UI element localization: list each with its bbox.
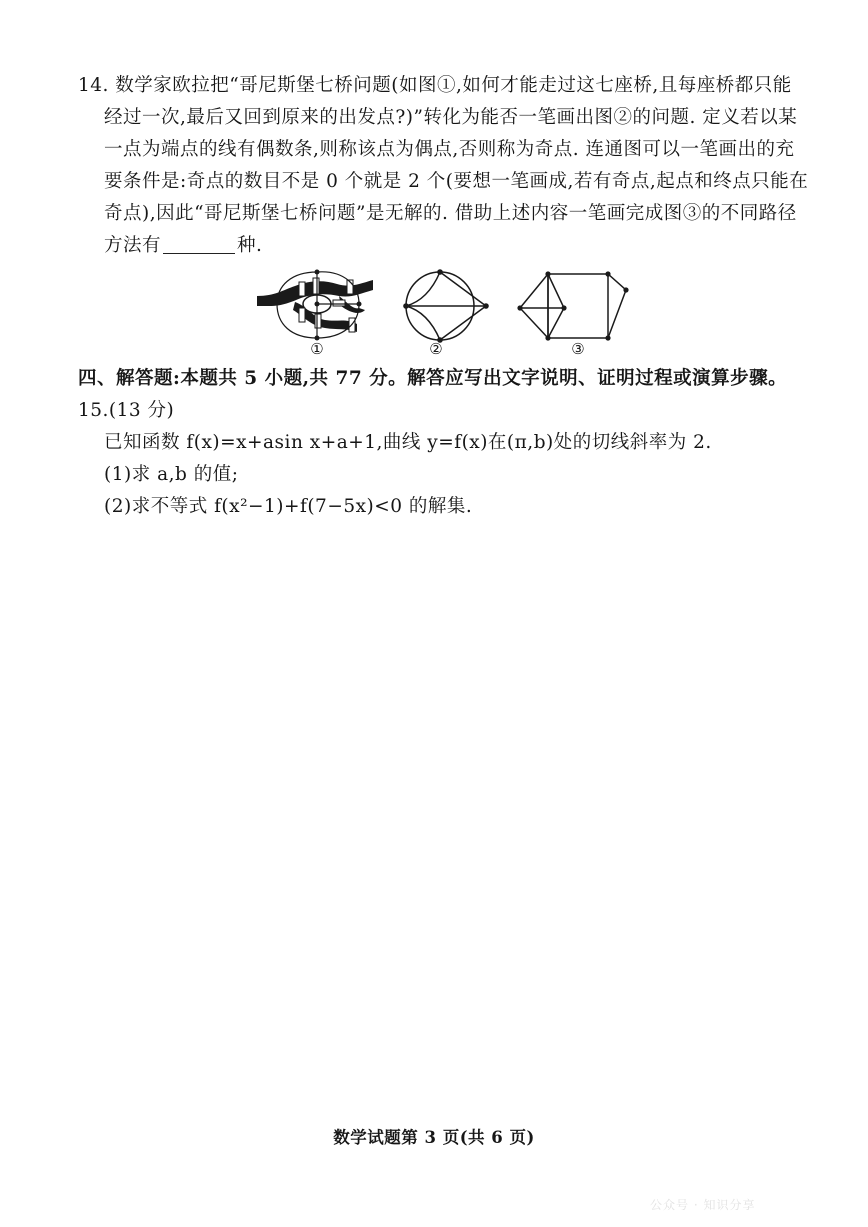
answer-blank [163,235,235,254]
q15-stem: 已知函数 f(x)=x+asin x+a+1,曲线 y=f(x)在(π,b)处的切线斜率为 2. [104,432,712,453]
q15-part-2: (2)求不等式 f(x²−1)+f(7−5x)<0 的解集. [104,496,473,517]
figure-2-graph [398,266,494,346]
figure-2-caption: ② [429,340,443,358]
q14-line-1: 14. 数学家欧拉把“哥尼斯堡七桥问题(如图①,如何才能走过这七座桥,且每座桥都只能 [78,75,792,96]
q14-line-6-prefix: 方法有 [104,235,162,256]
figure-3-graph [514,270,634,346]
q15-header: 15.(13 分) [78,400,175,421]
q14-line-3: 一点为端点的线有偶数条,则称该点为偶点,否则称为奇点. 连通图可以一笔画出的充 [104,139,795,160]
q14-line-6 [104,231,262,261]
q14-line-5: 奇点),因此“哥尼斯堡七桥问题”是无解的. 借助上述内容一笔画完成图③的不同路径 [104,203,797,224]
section-4-heading: 四、解答题:本题共 5 小题,共 77 分。解答应写出文字说明、证明过程或演算步骤。 [78,368,788,389]
figure-1-konigsberg-map [255,266,375,346]
page-footer: 数学试题第 3 页(共 6 页) [333,1128,535,1147]
q14-figures [0,262,868,362]
figure-3-caption: ③ [571,340,585,358]
q15-part-1: (1)求 a,b 的值; [104,464,239,485]
q14-line-4: 要条件是:奇点的数目不是 0 个就是 2 个(要想一笔画成,若有奇点,起点和终点只能在 [104,171,809,192]
q14-line-2: 经过一次,最后又回到原来的出发点?)”转化为能否一笔画出图②的问题. 定义若以某 [104,107,798,128]
figure-1-caption: ① [310,340,324,358]
watermark: 公众号 · 知识分享 [650,1198,756,1212]
q14-line-6-suffix: 种. [237,235,263,256]
